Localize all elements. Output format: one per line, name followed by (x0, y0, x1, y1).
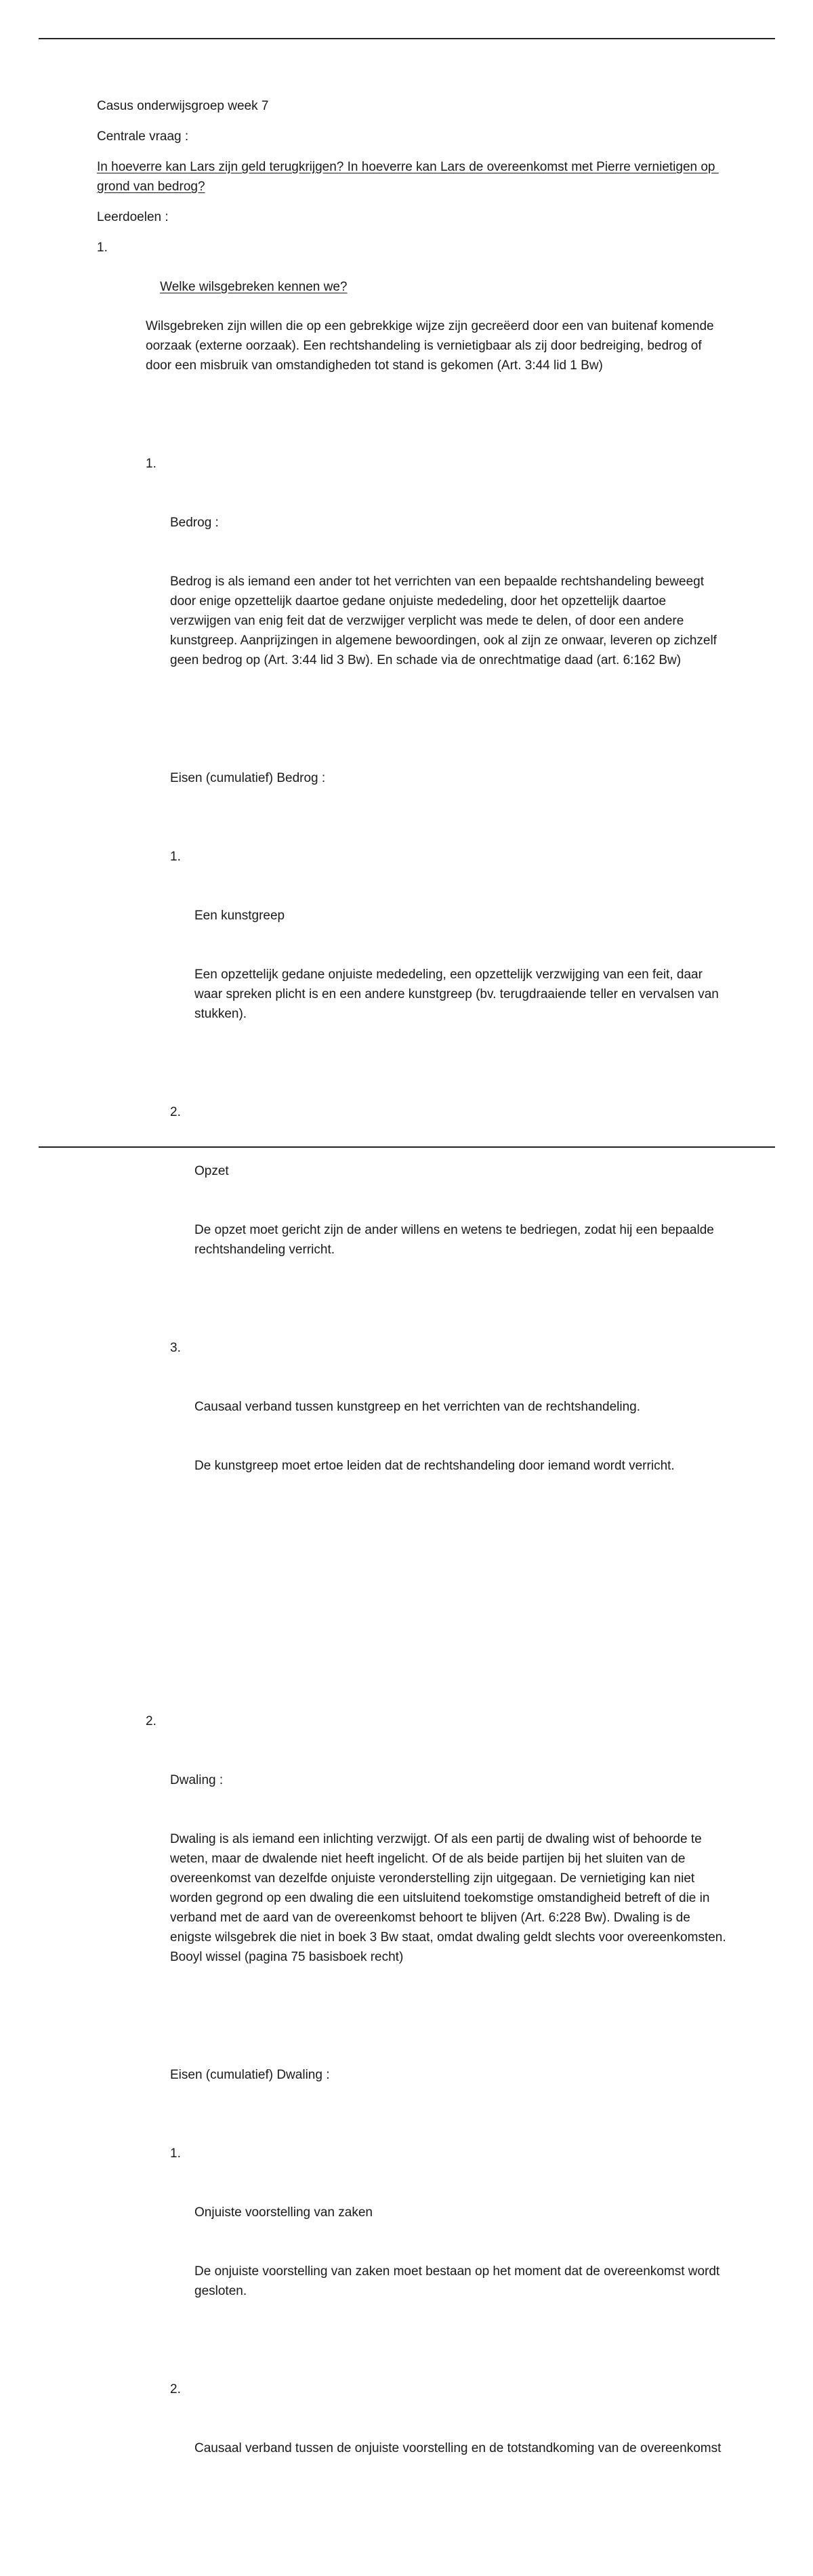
bedrog-req-3 (170, 1338, 727, 1515)
dwaling-req-2 (170, 2380, 727, 2497)
document-title: Casus onderwijsgroep week 7 (97, 99, 269, 113)
bedrog-heading: Bedrog : (170, 516, 219, 530)
dwaling-req-1-title: Onjuiste voorstelling van zaken (194, 2205, 373, 2220)
central-question-label: Centrale vraag : (97, 129, 189, 144)
goal-1-heading: Welke wilsgebreken kennen we? (160, 280, 348, 294)
bedrog-req-2-title: Opzet (194, 1164, 229, 1178)
dwaling-text: Dwaling is als iemand een inlichting verzwijgt. Of als een partij de dwaling wist of behoorde te weten, maar de dwalende niet heeft ingelicht. Of de als beide partijen bij het sluiten van de overeenkomst van dezelfde onjuiste veronderstelling zijn uitgegaan. De vernietiging kan niet worden gegrond op een dwaling die een uitsluitend toekomstige omstandigheid betreft of die in verband met de aard van de overeenkomst behoort te blijven (Art. 6:228 Bw). Dwaling is de enigste wilsgebrek die niet in boek 3 Bw staat, omdat dwaling geldt slechts voor overeenkomsten. Booyl wissel (pagina 75 basisboek recht) (170, 1832, 730, 1964)
learning-goals-label: Leerdoelen : (97, 210, 169, 224)
bedrog-req-2 (170, 1102, 727, 1299)
goal-1 (97, 238, 730, 2576)
dwaling-req-1-number: 1. (170, 2146, 181, 2161)
document-body (97, 96, 730, 2576)
bedrog-req-1-text: Een opzettelijk gedane onjuiste mededeling, een opzettelijk verzwijging van een feit, daar waar spreken plicht is en een andere kunstgreep (bv. terugdraaiende teller en vervalsen van stukken). (194, 968, 723, 1021)
dwaling-req-1-text: De onjuiste voorstelling van zaken moet bestaan op het moment dat de overeenkomst wordt gesloten. (194, 2264, 724, 2298)
bedrog-req-2-number: 2. (170, 1105, 181, 1119)
dwaling-req-2-title: Causaal verband tussen de onjuiste voorstelling en de totstandkoming van de overeenkomst (194, 2441, 722, 2455)
bedrog-req-2-text: De opzet moet gericht zijn de ander willens en wetens te bedriegen, zodat hij een bepaalde rechtshandeling verricht. (194, 1223, 718, 1257)
bedrog-section (146, 454, 727, 1554)
footer-rule (39, 1146, 775, 1148)
goal-1-number: 1. (97, 241, 108, 255)
dwaling-number: 2. (146, 1714, 157, 1728)
central-question: In hoeverre kan Lars zijn geld terugkrijgen? In hoeverre kan Lars de overeenkomst met Pierre vernietigen op grond van bedrog? (97, 160, 719, 194)
goal-1-text: Wilsgebreken zijn willen die op een gebrekkige wijze zijn gecreëerd door een van buitenaf komende oorzaak (externe oorzaak). Een rechtshandeling is vernietigbaar als zij door bedreiging, bedrog of door een misbruik van omstandigheden tot stand is gekomen (Art. 3:44 lid 1 Bw) (146, 319, 717, 373)
bedrog-req-3-title: Causaal verband tussen kunstgreep en het verrichten van de rechtshandeling. (194, 1400, 641, 1414)
bedrog-number: 1. (146, 457, 157, 471)
bedrog-requirements-label: Eisen (cumulatief) Bedrog : (170, 771, 326, 785)
bedrog-req-3-number: 3. (170, 1341, 181, 1355)
dwaling-heading: Dwaling : (170, 1773, 224, 1787)
bedrog-text: Bedrog is als iemand een ander tot het verrichten van een bepaalde rechtshandeling beweegt door enige opzettelijk daartoe gedane onjuiste mededeling, door het opzettelijk daartoe verzwijgen van enig feit dat de verzwijger verplicht was mede te delen, of door een andere kunstgreep. Aanprijzingen in algemene bewoordingen, ook al zijn ze onwaar, leveren op zichzelf geen bedrog op (Art. 3:44 lid 3 Bw). En schade via de onrechtmatige daad (art. 6:162 Bw) (170, 575, 721, 667)
bedrog-req-1 (170, 847, 727, 1063)
dwaling-req-2-number: 2. (170, 2382, 181, 2396)
dwaling-req-1 (170, 2144, 727, 2340)
dwaling-section (146, 1711, 730, 2537)
bedrog-req-1-number: 1. (170, 850, 181, 864)
bedrog-req-3-text: De kunstgreep moet ertoe leiden dat de rechtshandeling door iemand wordt verricht. (194, 1459, 675, 1473)
bedrog-req-1-title: Een kunstgreep (194, 909, 285, 923)
dwaling-requirements-label: Eisen (cumulatief) Dwaling : (170, 2068, 330, 2082)
header-rule (39, 38, 775, 39)
